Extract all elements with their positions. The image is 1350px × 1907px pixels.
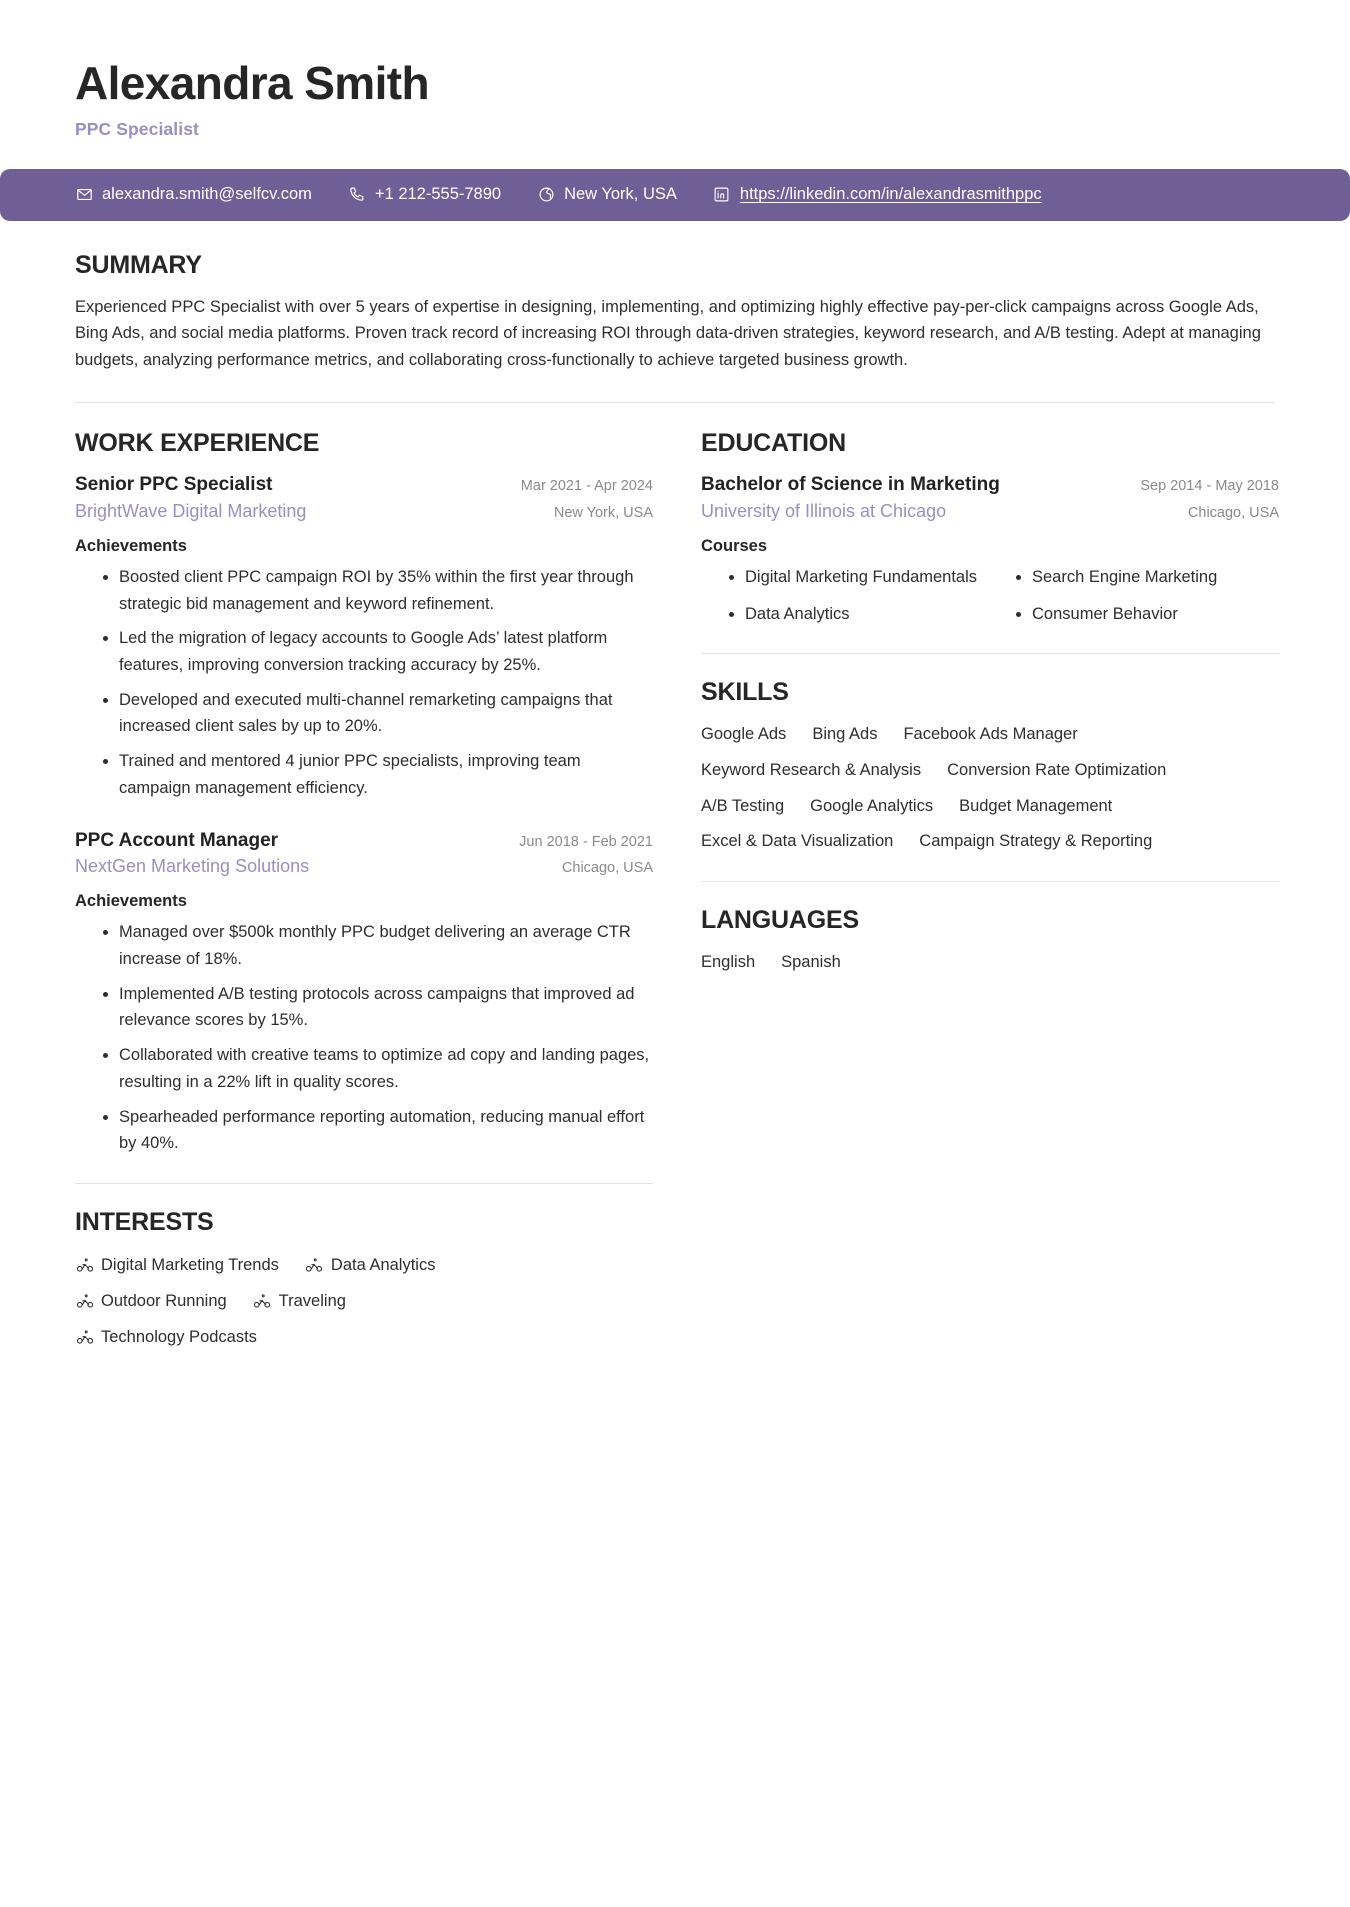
achievement-item: Implemented A/B testing protocols across campaigns that improved ad relevance scores by 15%. xyxy=(103,981,653,1034)
skill-item: Keyword Research & Analysis xyxy=(701,760,922,779)
entry-org-row xyxy=(75,498,653,525)
entry-dates: Mar 2021 - Apr 2024 xyxy=(520,478,653,495)
interests-section-title: INTERESTS xyxy=(75,1207,214,1236)
entry-title-row xyxy=(75,828,653,854)
entry-org-row xyxy=(701,498,1279,525)
bicycle-icon xyxy=(253,1292,272,1311)
interests-list xyxy=(75,1251,545,1351)
achievement-list xyxy=(75,564,653,802)
skill-item: Facebook Ads Manager xyxy=(903,725,1078,744)
contact-value: +1 212-555-7890 xyxy=(374,185,502,204)
education-skills-divider xyxy=(701,653,1279,654)
achievement-item: Collaborated with creative teams to optimize ad copy and landing pages, resulting in a 22% lift in quality scores. xyxy=(103,1042,653,1095)
linkedin-icon xyxy=(713,186,731,204)
education-entry-list xyxy=(701,472,1279,627)
skill-item: Bing Ads xyxy=(812,725,878,744)
interest-label: Traveling xyxy=(278,1292,346,1311)
skill-item: Campaign Strategy & Reporting xyxy=(919,832,1153,851)
summary-text: Experienced PPC Specialist with over 5 years of expertise in designing, implementing, and optimizing highly effective pay-per-click campaigns across Google Ads, Bing Ads, and social media platforms. Proven track record of increasing ROI through data-driven strategies, keyword research, and A/B testing. Adept at managing budgets, analyzing performance metrics, and collaborating cross-functionally to achieve targeted business growth. xyxy=(75,297,1261,370)
interest-label: Digital Marketing Trends xyxy=(101,1255,279,1274)
bicycle-icon xyxy=(75,1328,94,1347)
interest-item xyxy=(305,1251,436,1279)
interest-label: Data Analytics xyxy=(330,1255,436,1274)
interests-section xyxy=(75,1208,653,1351)
skill-item: A/B Testing xyxy=(701,796,785,815)
entry-location: Chicago, USA xyxy=(561,860,653,877)
achievement-item: Managed over $500k monthly PPC budget delivering an average CTR increase of 18%. xyxy=(103,919,653,972)
resume-header xyxy=(0,0,1350,140)
education-section-title: EDUCATION xyxy=(701,429,846,458)
left-column-divider xyxy=(75,1183,653,1184)
work-experience-section-title: WORK EXPERIENCE xyxy=(75,429,320,458)
contact-value: New York, USA xyxy=(564,185,677,204)
entry-subheading: Achievements xyxy=(75,892,187,911)
languages-section-title: LANGUAGES xyxy=(701,906,859,935)
entry-role: PPC Account Manager xyxy=(75,829,279,851)
interest-item xyxy=(75,1251,279,1279)
contact-item-envelope xyxy=(75,186,312,204)
bicycle-icon xyxy=(75,1292,94,1311)
interest-item xyxy=(253,1287,346,1315)
entry-dates: Jun 2018 - Feb 2021 xyxy=(519,833,653,850)
entry-dates: Sep 2014 - May 2018 xyxy=(1140,478,1279,495)
education-section xyxy=(701,429,1279,627)
phone-icon xyxy=(348,186,366,204)
skill-item: Google Ads xyxy=(701,725,787,744)
achievement-item: Developed and executed multi-channel remarketing campaigns that increased client sales by up to 20%. xyxy=(103,687,653,740)
course-list xyxy=(701,564,1279,627)
course-item: Digital Marketing Fundamentals xyxy=(729,564,992,591)
achievement-item: Trained and mentored 4 junior PPC specialists, improving team campaign management efficiency. xyxy=(103,748,653,801)
entry-role: Bachelor of Science in Marketing xyxy=(701,474,1000,496)
contact-item-phone xyxy=(348,186,501,204)
achievement-list xyxy=(75,919,653,1157)
summary-section xyxy=(0,221,1350,375)
skills-languages-divider xyxy=(701,881,1279,882)
entry-subheading: Courses xyxy=(701,536,768,555)
location-icon xyxy=(537,186,555,204)
bicycle-icon xyxy=(305,1255,324,1274)
entry xyxy=(75,828,653,1157)
entry xyxy=(701,472,1279,627)
course-item: Consumer Behavior xyxy=(1016,601,1279,628)
summary-section-title: SUMMARY xyxy=(75,250,202,279)
contact-bar xyxy=(0,169,1350,221)
left-column xyxy=(75,429,653,1351)
contact-item-linkedin[interactable] xyxy=(713,186,1042,204)
skill-item: Google Analytics xyxy=(810,796,934,815)
entry-location: New York, USA xyxy=(553,504,653,521)
entry xyxy=(75,472,653,801)
skills-section-title: SKILLS xyxy=(701,678,789,707)
candidate-name: Alexandra Smith xyxy=(75,57,429,109)
interest-item xyxy=(75,1287,227,1315)
entry-organization: University of Illinois at Chicago xyxy=(701,500,947,521)
interest-item xyxy=(75,1323,257,1351)
interest-label: Outdoor Running xyxy=(101,1292,227,1311)
achievement-item: Boosted client PPC campaign ROI by 35% within the first year through strategic bid management and keyword refinement. xyxy=(103,564,653,617)
candidate-job-title: PPC Specialist xyxy=(75,118,199,139)
entry-title-row xyxy=(75,472,653,498)
languages-list xyxy=(701,949,1231,976)
contact-value: alexandra.smith@selfcv.com xyxy=(102,185,312,204)
contact-value[interactable]: https://linkedin.com/in/alexandrasmithppc xyxy=(739,185,1042,204)
skill-item: Budget Management xyxy=(959,796,1113,815)
skills-list xyxy=(701,721,1231,855)
entry-role: Senior PPC Specialist xyxy=(75,474,273,496)
languages-section xyxy=(701,906,1279,976)
achievement-item: Spearheaded performance reporting automation, reducing manual effort by 40%. xyxy=(103,1104,653,1157)
work-experience-section xyxy=(75,429,653,1157)
entry-organization: BrightWave Digital Marketing xyxy=(75,500,307,521)
skill-item: Excel & Data Visualization xyxy=(701,832,894,851)
entry-org-row xyxy=(75,853,653,880)
bicycle-icon xyxy=(75,1255,94,1274)
entry-location: Chicago, USA xyxy=(1187,504,1279,521)
contact-item-location xyxy=(537,186,677,204)
entry-organization: NextGen Marketing Solutions xyxy=(75,856,310,877)
achievement-item: Led the migration of legacy accounts to Google Ads’ latest platform features, improving conversion tracking accuracy by 25%. xyxy=(103,625,653,678)
interest-label: Technology Podcasts xyxy=(101,1328,257,1347)
course-item: Data Analytics xyxy=(729,601,992,628)
entry-subheading: Achievements xyxy=(75,536,187,555)
content-columns xyxy=(0,403,1350,1351)
right-column xyxy=(701,429,1279,976)
work-entry-list xyxy=(75,472,653,1157)
course-item: Search Engine Marketing xyxy=(1016,564,1279,591)
envelope-icon xyxy=(75,186,93,204)
skill-item: Conversion Rate Optimization xyxy=(947,760,1167,779)
language-item: Spanish xyxy=(781,953,841,972)
skills-section xyxy=(701,678,1279,855)
entry-title-row xyxy=(701,472,1279,498)
language-item: English xyxy=(701,953,756,972)
